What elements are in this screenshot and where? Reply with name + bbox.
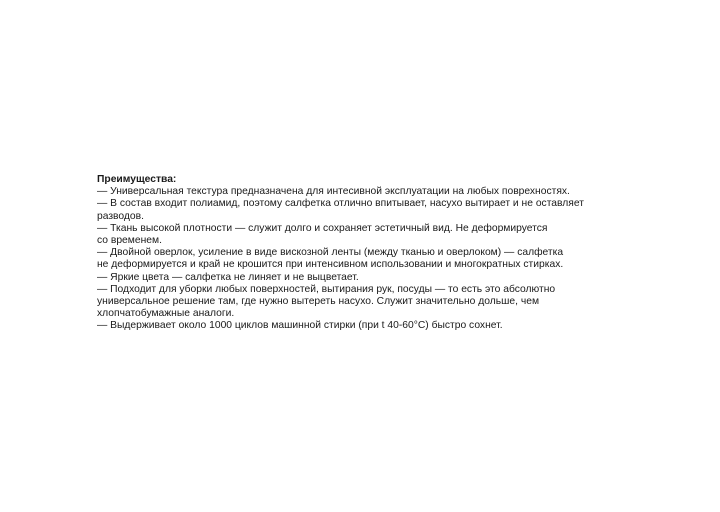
benefit-item bbox=[97, 272, 617, 284]
benefit-item bbox=[97, 320, 617, 332]
benefits-list bbox=[97, 186, 617, 332]
benefit-line: — Универсальная текстура предназначена для интесивной эксплуатации на любых поврехностях. bbox=[97, 186, 570, 198]
benefit-line: — Ткань высокой плотности — служит долго и сохраняет эстетичный вид. Не деформируется bbox=[97, 222, 548, 234]
benefit-item bbox=[97, 284, 617, 321]
benefit-item bbox=[97, 186, 617, 198]
benefit-item bbox=[97, 247, 617, 271]
benefit-item bbox=[97, 223, 617, 247]
benefit-line: — Яркие цвета — салфетка не линяет и не выцветает. bbox=[97, 271, 359, 283]
benefits-text-block bbox=[97, 174, 617, 333]
benefit-line: — Подходит для уборки любых поверхностей, вытирания рук, посуды — то есть это абсолютно bbox=[97, 283, 556, 295]
benefit-line: разводов. bbox=[97, 210, 144, 222]
benefit-line: — В состав входит полиамид, поэтому салфетка отлично впитывает, насухо вытирает и не оставляет bbox=[97, 198, 584, 210]
benefit-line: — Выдерживает около 1000 циклов машинной стирки (при t 40-60°C) быстро сохнет. bbox=[97, 320, 503, 332]
benefit-item bbox=[97, 198, 617, 222]
benefit-line: не деформируется и край не крошится при интенсивном использовании и многократных стирках. bbox=[97, 259, 564, 271]
benefit-line: хлопчатобумажные аналоги. bbox=[97, 308, 235, 320]
benefit-line: — Двойной оверлок, усиление в виде вискозной ленты (между тканью и оверлоком) — салфетка bbox=[97, 247, 564, 259]
benefits-heading: Преимущества: bbox=[97, 174, 177, 185]
benefit-line: универсальное решение там, где нужно вытереть насухо. Служит значительно дольше, чем bbox=[97, 296, 540, 308]
benefit-line: со временем. bbox=[97, 235, 162, 247]
